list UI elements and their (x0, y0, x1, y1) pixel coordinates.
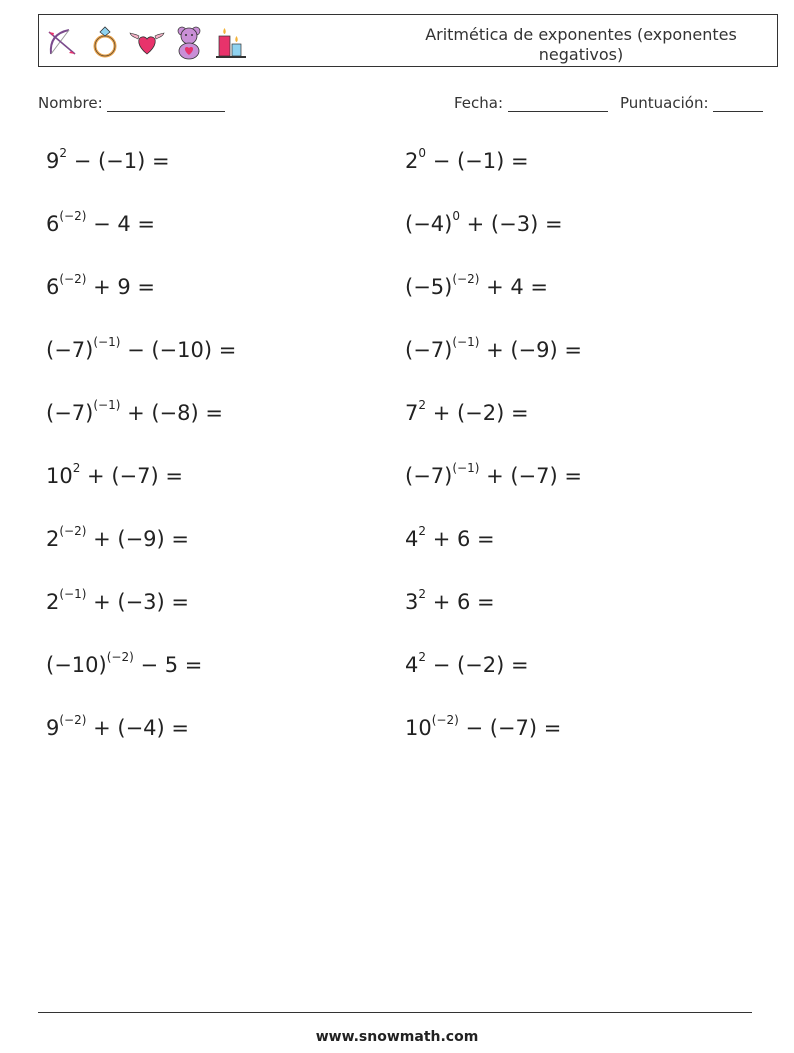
problem-rest: − (−7) = (458, 716, 562, 740)
problem-rest: + (−7) = (80, 464, 183, 488)
problem-item (46, 335, 237, 362)
problem-exponent: (−1) (452, 461, 480, 475)
problem-exponent: (−1) (452, 335, 480, 349)
problem-item (46, 272, 156, 299)
problem-item (46, 587, 189, 614)
worksheet-title: Aritmética de exponentes (exponentes negativos) (425, 25, 737, 64)
date-field[interactable] (454, 94, 608, 112)
problem-rest: + (−4) = (86, 716, 189, 740)
footer-url: www.snowmath.com (315, 1029, 479, 1045)
problem-rest: + (−9) = (479, 338, 582, 362)
problem-base: 6 (46, 275, 60, 299)
problem-exponent: (−2) (59, 524, 87, 538)
problem-base: 2 (405, 149, 419, 173)
problem-item (405, 272, 548, 299)
problem-exponent: 2 (72, 461, 81, 475)
problem-base: 4 (405, 527, 419, 551)
problem-item (405, 335, 582, 362)
problem-rest: + 4 = (479, 275, 548, 299)
problem-exponent: (−2) (59, 713, 87, 727)
problem-base: (−4) (405, 212, 453, 236)
problem-base: (−7) (405, 464, 453, 488)
problem-item (46, 650, 203, 677)
worksheet-header (38, 14, 778, 67)
problem-base: 4 (405, 653, 419, 677)
problem-item (405, 209, 563, 236)
problem-rest: − 4 = (86, 212, 156, 236)
problem-exponent: 0 (418, 146, 427, 160)
candles-icon (213, 24, 249, 60)
score-field[interactable] (620, 94, 763, 112)
problem-rest: + 9 = (86, 275, 156, 299)
problem-item (46, 524, 189, 551)
problem-rest: − (−10) = (120, 338, 237, 362)
problem-exponent: 2 (418, 587, 427, 601)
problem-rest: − 5 = (133, 653, 203, 677)
problem-rest: + (−3) = (86, 590, 189, 614)
problem-exponent: (−2) (431, 713, 459, 727)
problem-base: 9 (46, 716, 60, 740)
problem-exponent: 0 (452, 209, 460, 223)
problem-rest: + (−8) = (120, 401, 223, 425)
teddy-bear-icon (171, 24, 207, 60)
problem-base: (−7) (405, 338, 453, 362)
problem-base: (−7) (46, 401, 94, 425)
problem-rest: + 6 = (426, 527, 495, 551)
problem-exponent: (−2) (452, 272, 480, 286)
problem-base: (−10) (46, 653, 107, 677)
problem-exponent: (−1) (93, 335, 121, 349)
name-field[interactable] (38, 94, 225, 112)
problem-exponent: (−1) (59, 587, 87, 601)
bow-arrow-icon (45, 24, 81, 60)
problem-base: 7 (405, 401, 419, 425)
problem-item (405, 650, 529, 677)
problem-exponent: 2 (418, 524, 427, 538)
problem-rest: − (−1) = (426, 149, 529, 173)
problem-item (46, 209, 156, 236)
problem-rest: + (−9) = (86, 527, 189, 551)
problem-exponent: (−1) (93, 398, 121, 412)
problem-item (405, 524, 495, 551)
problem-rest: + (−2) = (426, 401, 529, 425)
problem-rest: + 6 = (426, 590, 495, 614)
problem-base: (−5) (405, 275, 453, 299)
problem-item (405, 146, 529, 173)
problem-rest: − (−1) = (67, 149, 170, 173)
problem-rest: + (−3) = (459, 212, 563, 236)
problem-item (46, 146, 170, 173)
problem-item (46, 398, 223, 425)
name-blank[interactable] (107, 97, 225, 112)
problem-base: 10 (405, 716, 432, 740)
problem-exponent: 2 (418, 650, 427, 664)
problem-rest: + (−7) = (479, 464, 582, 488)
header-icons (45, 20, 249, 64)
score-blank[interactable] (713, 97, 763, 112)
problem-base: 6 (46, 212, 60, 236)
problem-base: 2 (46, 590, 60, 614)
problem-item (405, 713, 562, 740)
ring-icon (87, 24, 123, 60)
problem-item (46, 461, 183, 488)
date-label: Fecha: (454, 94, 504, 112)
problem-exponent: (−2) (59, 209, 87, 223)
problem-base: 10 (46, 464, 73, 488)
problem-item (46, 713, 189, 740)
problem-item (405, 461, 582, 488)
problem-base: (−7) (46, 338, 94, 362)
problem-base: 9 (46, 149, 60, 173)
problem-exponent: 2 (418, 398, 427, 412)
footer-divider (38, 1012, 752, 1013)
problem-item (405, 398, 529, 425)
problem-base: 3 (405, 590, 419, 614)
problem-rest: − (−2) = (426, 653, 529, 677)
problem-base: 2 (46, 527, 60, 551)
score-label: Puntuación: (620, 94, 709, 112)
date-blank[interactable] (508, 97, 608, 112)
problem-item (405, 587, 495, 614)
winged-heart-icon (129, 24, 165, 60)
problem-exponent: (−2) (106, 650, 134, 664)
name-label: Nombre: (38, 94, 103, 112)
problem-exponent: 2 (59, 146, 68, 160)
problem-exponent: (−2) (59, 272, 87, 286)
